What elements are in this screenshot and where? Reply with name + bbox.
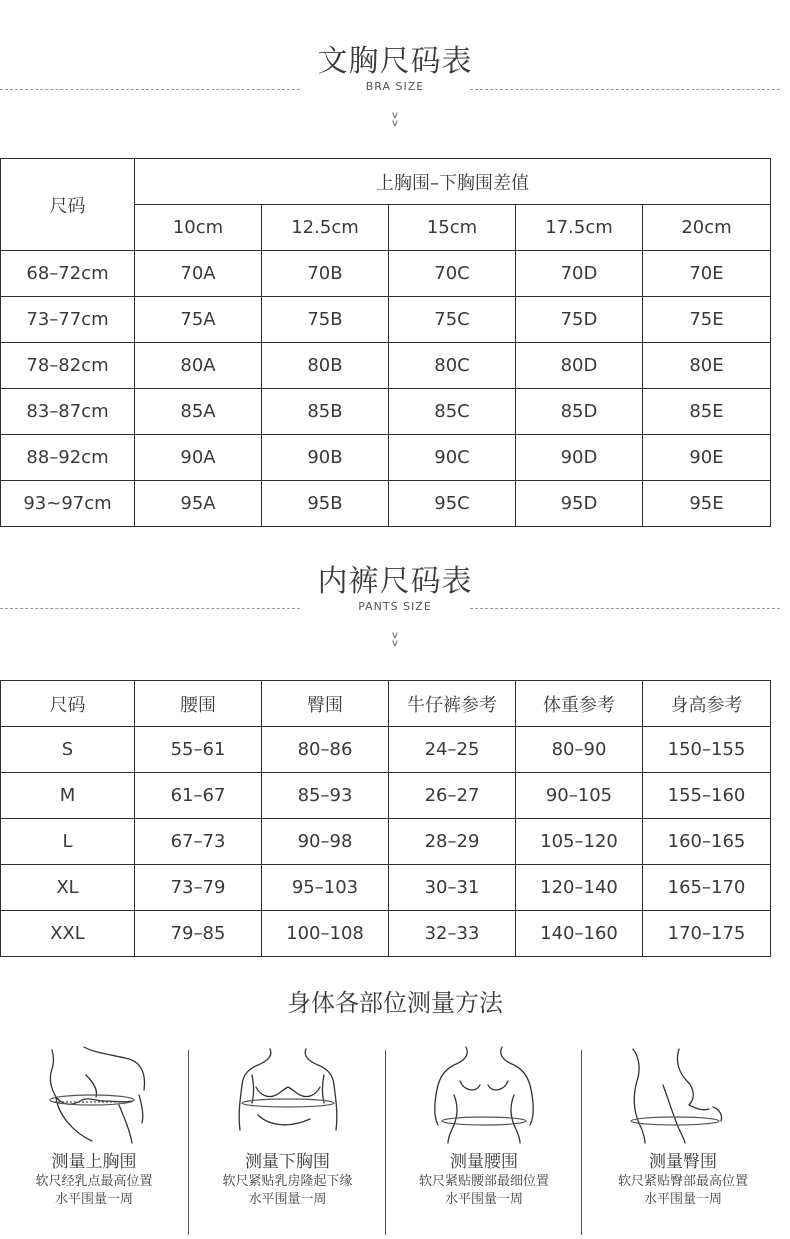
method-desc: 软尺紧贴臀部最高位置 — [617, 1174, 748, 1189]
method-label: 测量腰围 — [450, 1152, 518, 1172]
column-divider — [581, 1050, 582, 1235]
pants-cell: 85–93 — [262, 773, 389, 819]
pants-cell: 90–105 — [516, 773, 643, 819]
chevron-down-icon: v v — [392, 110, 398, 129]
pants-cell: 61–67 — [135, 773, 262, 819]
pants-cell: 165–170 — [643, 865, 771, 911]
bra-size-cell: 70A — [135, 251, 262, 297]
table-row — [1, 389, 771, 435]
pants-header-cell: 体重参考 — [516, 681, 643, 727]
bra-size-cell: 95D — [516, 481, 643, 527]
pants-cell: L — [1, 819, 135, 865]
pants-header-cell: 臀围 — [262, 681, 389, 727]
bra-range-cell: 73–77cm — [1, 297, 135, 343]
divider-right — [470, 89, 780, 90]
pants-size-table — [0, 680, 771, 957]
bra-size-cell: 75A — [135, 297, 262, 343]
divider-right — [470, 608, 780, 609]
bra-diff-header: 15cm — [389, 205, 516, 251]
pants-header-cell: 身高参考 — [643, 681, 771, 727]
pants-cell: 32–33 — [389, 911, 516, 957]
table-row — [1, 251, 771, 297]
table-row — [1, 481, 771, 527]
bra-header-diff: 上胸围–下胸围差值 — [135, 159, 771, 205]
table-row — [1, 773, 771, 819]
pants-cell: 80–90 — [516, 727, 643, 773]
table-row — [1, 911, 771, 957]
pants-cell: 90–98 — [262, 819, 389, 865]
bra-header-size: 尺码 — [1, 159, 135, 251]
bra-size-cell: 70C — [389, 251, 516, 297]
pants-header-cell: 腰围 — [135, 681, 262, 727]
pants-cell: 79–85 — [135, 911, 262, 957]
bra-range-cell: 88–92cm — [1, 435, 135, 481]
method-desc: 软尺紧贴腰部最细位置 — [418, 1174, 549, 1189]
bra-size-cell: 75C — [389, 297, 516, 343]
table-row — [1, 343, 771, 389]
method-desc: 软尺经乳点最高位置 — [35, 1174, 153, 1189]
table-row — [1, 819, 771, 865]
pants-cell: 120–140 — [516, 865, 643, 911]
bra-size-cell: 75D — [516, 297, 643, 343]
pants-cell: 67–73 — [135, 819, 262, 865]
method-desc: 水平围量一周 — [248, 1192, 327, 1207]
bra-size-cell: 80C — [389, 343, 516, 389]
table-row — [1, 435, 771, 481]
column-divider — [188, 1050, 189, 1235]
bra-size-cell: 90A — [135, 435, 262, 481]
bra-range-cell: 78–82cm — [1, 343, 135, 389]
bra-diff-header: 10cm — [135, 205, 262, 251]
bra-size-cell: 80E — [643, 343, 771, 389]
pants-header-cell: 牛仔裤参考 — [389, 681, 516, 727]
bra-size-cell: 80D — [516, 343, 643, 389]
bra-diff-header: 12.5cm — [262, 205, 389, 251]
method-desc: 水平围量一周 — [643, 1192, 722, 1207]
pants-title: 内裤尺码表 — [317, 564, 473, 599]
bra-size-cell: 85A — [135, 389, 262, 435]
pants-cell: 160–165 — [643, 819, 771, 865]
pants-cell: 105–120 — [516, 819, 643, 865]
method-desc: 水平围量一周 — [54, 1192, 133, 1207]
bra-size-cell: 95C — [389, 481, 516, 527]
upper-bust-figure-icon — [34, 1045, 154, 1145]
bra-size-cell: 80B — [262, 343, 389, 389]
method-desc: 水平围量一周 — [444, 1192, 523, 1207]
pants-section-header — [0, 564, 790, 614]
pants-cell: 24–25 — [389, 727, 516, 773]
hip-figure-icon — [623, 1045, 743, 1145]
pants-cell: 170–175 — [643, 911, 771, 957]
pants-cell: 95–103 — [262, 865, 389, 911]
bra-size-cell: 95B — [262, 481, 389, 527]
bra-section-header — [0, 44, 790, 94]
bra-size-cell: 90C — [389, 435, 516, 481]
bra-range-cell: 93~97cm — [1, 481, 135, 527]
method-desc: 软尺紧贴乳房隆起下缘 — [222, 1174, 353, 1189]
bra-title: 文胸尺码表 — [317, 44, 473, 79]
under-bust-figure-icon — [228, 1045, 348, 1145]
bra-size-cell: 80A — [135, 343, 262, 389]
method-under-bust — [190, 1045, 385, 1235]
bra-size-cell: 95E — [643, 481, 771, 527]
method-hip — [583, 1045, 783, 1235]
bra-range-cell: 83–87cm — [1, 389, 135, 435]
pants-cell: S — [1, 727, 135, 773]
divider-left — [0, 608, 300, 609]
bra-subtitle: BRA SIZE — [365, 80, 425, 93]
pants-cell: 100–108 — [262, 911, 389, 957]
bra-size-table — [0, 158, 771, 527]
method-waist — [387, 1045, 581, 1235]
bra-size-cell: 85C — [389, 389, 516, 435]
methods-title: 身体各部位测量方法 — [287, 989, 503, 1017]
pants-cell: 55–61 — [135, 727, 262, 773]
bra-size-cell: 70E — [643, 251, 771, 297]
pants-cell: 150–155 — [643, 727, 771, 773]
method-label: 测量臀围 — [649, 1152, 717, 1172]
waist-figure-icon — [424, 1045, 544, 1145]
pants-subtitle: PANTS SIZE — [358, 600, 432, 613]
bra-size-cell: 90B — [262, 435, 389, 481]
pants-cell: XL — [1, 865, 135, 911]
pants-header-row — [1, 681, 771, 727]
pants-cell: 26–27 — [389, 773, 516, 819]
bra-diff-header: 17.5cm — [516, 205, 643, 251]
pants-header-cell: 尺码 — [1, 681, 135, 727]
bra-size-cell: 85B — [262, 389, 389, 435]
bra-size-cell: 70B — [262, 251, 389, 297]
bra-size-cell: 75B — [262, 297, 389, 343]
divider-left — [0, 89, 300, 90]
chevron-down-icon: v v — [392, 630, 398, 649]
method-upper-bust — [0, 1045, 188, 1235]
pants-cell: M — [1, 773, 135, 819]
pants-cell: 80–86 — [262, 727, 389, 773]
method-label: 测量上胸围 — [51, 1152, 137, 1172]
bra-size-cell: 75E — [643, 297, 771, 343]
table-row — [1, 727, 771, 773]
bra-size-cell: 85D — [516, 389, 643, 435]
pants-cell: XXL — [1, 911, 135, 957]
column-divider — [385, 1050, 386, 1235]
pants-cell: 140–160 — [516, 911, 643, 957]
pants-cell: 73–79 — [135, 865, 262, 911]
bra-size-cell: 90E — [643, 435, 771, 481]
bra-diff-header: 20cm — [643, 205, 771, 251]
bra-size-cell: 85E — [643, 389, 771, 435]
bra-size-cell: 95A — [135, 481, 262, 527]
table-row — [1, 297, 771, 343]
method-label: 测量下胸围 — [245, 1152, 330, 1172]
bra-range-cell: 68–72cm — [1, 251, 135, 297]
table-row — [1, 865, 771, 911]
pants-cell: 155–160 — [643, 773, 771, 819]
pants-cell: 28–29 — [389, 819, 516, 865]
bra-size-cell: 70D — [516, 251, 643, 297]
bra-size-cell: 90D — [516, 435, 643, 481]
pants-cell: 30–31 — [389, 865, 516, 911]
